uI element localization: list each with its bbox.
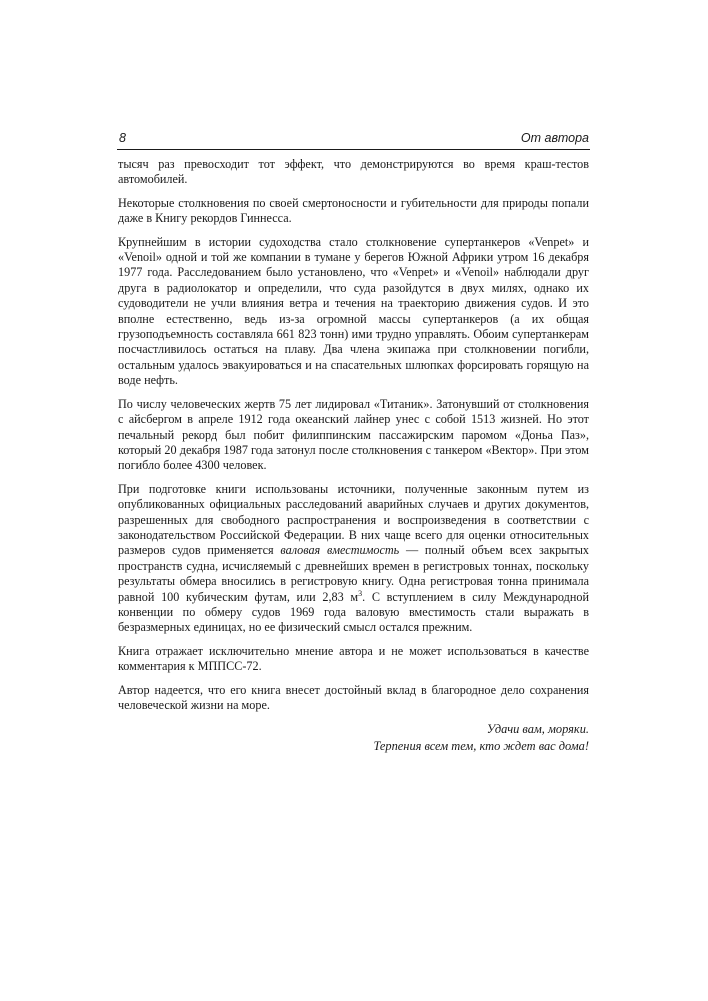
paragraph-5-part-2: — полный объем всех закрытых пространств судна, исчисляемый с древнейших времен в регистровых тоннах, поскольку результаты обмера вносились в регистровую книгу. Одна регистровая тонна принимала равной 100 кубическим футам, или 2,83 м [118, 543, 590, 604]
page-number: 8 [119, 131, 126, 145]
gross-tonnage-term: валовая вместимость [280, 543, 400, 558]
paragraph-5 [118, 482, 589, 636]
closing-wishes [118, 721, 589, 755]
paragraph-4: По числу человеческих жертв 75 лет лидировал «Титаник». Затонувший от столкновения с айсбергом в апреле 1912 года океанский лайнер унес с собой 1513 жизней. Но этот печальный рекорд был побит филиппинским пассажирским паромом «Доньа Паз», который 20 декабря 1987 года затонул после столкновения с танкером «Вектор». При этом погибло более 4300 человек. [118, 396, 589, 473]
paragraph-3: Крупнейшим в истории судоходства стало столкновение супертанкеров «Venpet» и «Venoil» одной и той же компании в тумане у берегов Южной Африки утром 16 декабря 1977 года. Расследованием было установлено, что «Venpet» и «Venoil» наблюдали друг друга в радиолокатор и определили, что суда разойдутся в двух милях, однако их судоводители не учли влияния ветра и течения на траекторию движения судов. И это вполне естественно, ведь из-за огромной массы супертанкеров (а их общая грузоподъемность составляла 661 823 тонн) ими трудно управлять. Обоим супертанкерам посчастливилось остаться на плаву. Два члена экипажа при столкновении погибли, остальным удалось эвакуироваться и на спасательных шлюпках форсировать горящую на воде нефть. [118, 234, 589, 388]
running-header [117, 131, 590, 150]
paragraph-7: Автор надеется, что его книга внесет достойный вклад в благородное дело сохранения человеческой жизни на море. [118, 682, 589, 712]
paragraph-5-part-3: . С вступлением в силу Международной конвенции по обмеру судов 1969 года валовую вместимость стали выражать в безразмерных единицах, но ее физический смысл остался прежним. [118, 589, 589, 635]
paragraph-5-part-1: При подготовке книги использованы источники, полученные законным путем из опубликованных официальных расследований аварийных случаев и других документов, разрешенных для свободного распространения и воспроизведения в соответствии с законодательством Российской Федерации. В них чаще всего для оценки относительных размеров судов применяется [118, 481, 589, 558]
closing-line-2: Терпения всем тем, кто ждет вас дома! [373, 739, 589, 754]
paragraph-1: тысяч раз превосходит тот эффект, что демонстрируются во время краш-тестов автомобилей. [118, 157, 589, 187]
paragraph-2: Некоторые столкновения по своей смертоносности и губительности для природы попали даже в Книгу рекордов Гиннесса. [118, 195, 589, 226]
paragraph-6: Книга отражает исключительно мнение автора и не может использоваться в качестве комментария к МППСС-72. [118, 643, 589, 674]
body-text [118, 157, 589, 755]
section-title: От автора [520, 131, 589, 145]
closing-line-1: Удачи вам, моряки. [486, 722, 589, 737]
cubic-superscript: 3 [358, 588, 363, 598]
